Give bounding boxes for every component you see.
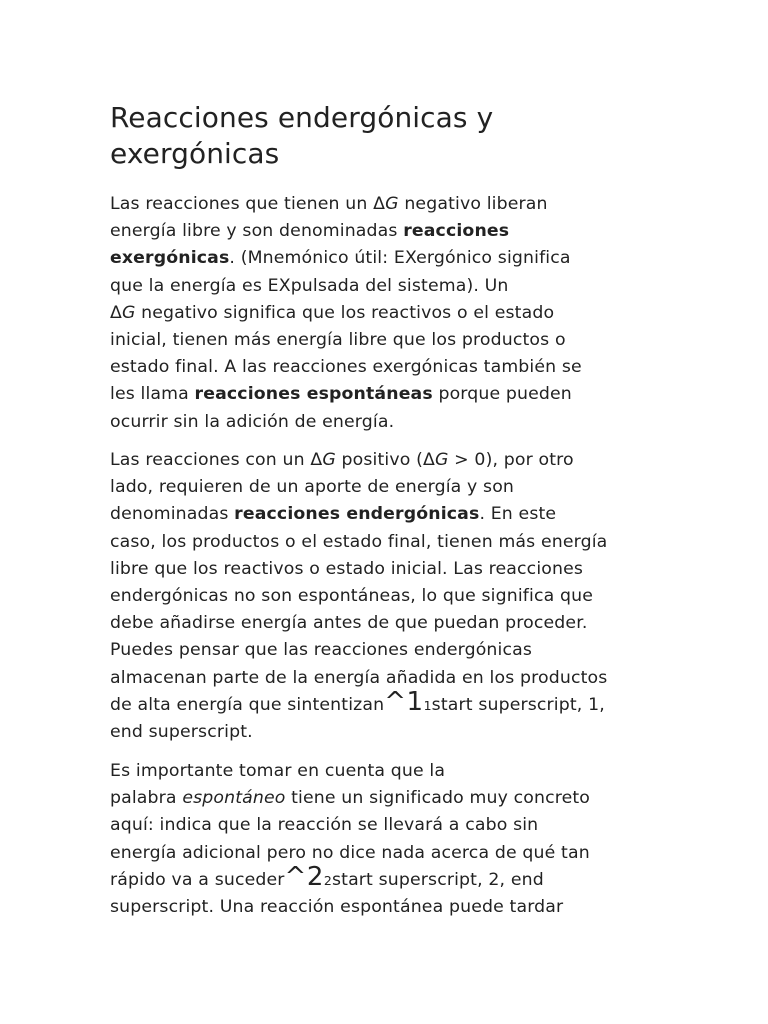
text: denominadas — [110, 504, 235, 525]
text-line: almacenan parte de la energía añadida en los productos — [110, 667, 608, 688]
text: Las reacciones que tienen un — [110, 194, 374, 214]
variable-g: G — [121, 302, 136, 323]
footnote-number: 1 — [423, 697, 432, 713]
bold-term: reacciones endergónicas — [234, 504, 480, 525]
delta-symbol: Δ — [422, 450, 435, 470]
text-line: energía adicional pero no dice nada acerca de qué tan — [110, 842, 590, 863]
paragraph-endergonic — [110, 447, 670, 746]
text: energía libre y son denominadas — [110, 221, 404, 242]
text: les llama — [110, 384, 195, 405]
text-line — [110, 861, 670, 894]
footnote-marker[interactable]: ^1 — [384, 686, 424, 717]
bold-term: reacciones espontáneas — [194, 384, 433, 405]
text-line — [110, 686, 670, 719]
text: palabra — [110, 788, 183, 809]
bold-term: reacciones — [403, 221, 510, 242]
variable-g: G — [322, 450, 336, 470]
italic-term: espontáneo — [182, 788, 286, 809]
delta-symbol: Δ — [373, 194, 386, 214]
text-line: estado final. A las reacciones exergónicas también se — [110, 357, 582, 378]
text: negativo liberan — [398, 194, 548, 214]
footnote-marker[interactable]: ^2 — [284, 861, 324, 892]
bold-term: exergónicas — [110, 248, 230, 269]
page-title — [110, 100, 670, 172]
text-line: endergónicas no son espontáneas, lo que significa que — [110, 586, 593, 607]
text-line: caso, los productos o el estado final, tienen más energía — [110, 531, 608, 552]
text-line: superscript. Una reacción espontánea puede tardar — [110, 897, 564, 918]
text-line: que la energía es EXpulsada del sistema). Un — [110, 275, 509, 296]
text-line: lado, requieren de un aporte de energía y son — [110, 477, 515, 498]
delta-symbol: Δ — [110, 302, 122, 323]
text-line: inicial, tienen más energía libre que los productos o — [110, 330, 566, 351]
footnote-number: 2 — [323, 872, 332, 888]
text-line — [110, 218, 670, 245]
text: rápido va a suceder — [110, 869, 285, 890]
text: porque pueden — [432, 384, 572, 405]
text-line: debe añadirse energía antes de que puedan proceder. — [110, 613, 588, 634]
text: Las reacciones con un — [110, 450, 311, 470]
text: positivo ( — [335, 450, 423, 470]
text-line: Puedes pensar que las reacciones endergónicas — [110, 640, 533, 661]
text-line: libre que los reactivos o estado inicial. Las reacciones — [110, 558, 584, 579]
paragraph-exergonic — [110, 191, 670, 436]
text: . En este — [479, 504, 557, 525]
variable-g: G — [434, 450, 449, 470]
text: . (Mnemónico útil: EXergónico significa — [229, 248, 571, 269]
text: negativo significa que los reactivos o el estado — [135, 302, 555, 323]
text-line — [110, 245, 670, 272]
delta-symbol: Δ — [310, 450, 323, 470]
text: de alta energía que sintentizan — [110, 694, 385, 715]
text-line — [110, 501, 670, 528]
title-line: Reacciones endergónicas y — [110, 101, 494, 134]
text-line: end superscript. — [110, 722, 253, 743]
text-line — [110, 300, 670, 327]
text: start superscript, 1, — [431, 694, 605, 715]
paragraph-spontaneous — [110, 758, 670, 921]
text-line — [110, 381, 670, 408]
text-line — [110, 191, 670, 218]
text: > 0), por otro — [448, 450, 574, 470]
text-line: ocurrir sin la adición de energía. — [110, 411, 395, 432]
variable-g: G — [385, 194, 399, 214]
text-line: aquí: indica que la reacción se llevará a cabo sin — [110, 815, 539, 836]
text-line: Es importante tomar en cuenta que la — [110, 761, 446, 781]
text-line — [110, 785, 670, 812]
text: tiene un significado muy concreto — [285, 788, 591, 809]
title-line: exergónicas — [110, 137, 280, 170]
text: start superscript, 2, end — [331, 869, 544, 890]
text-line — [110, 447, 670, 474]
